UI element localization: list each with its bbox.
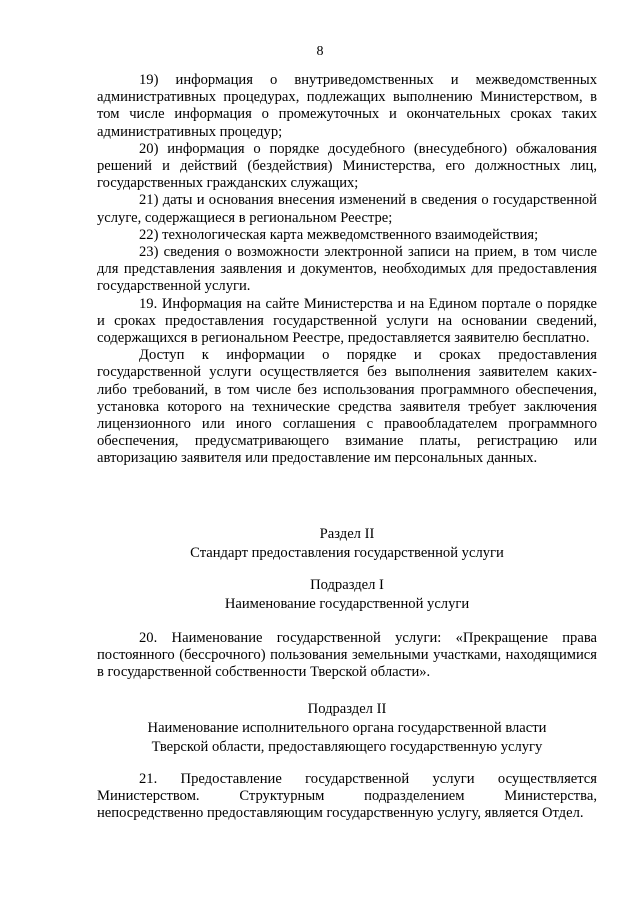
list-item-22: 22) технологическая карта межведомственного взаимодействия; <box>139 226 539 243</box>
list-item-19: 19) информация о внутриведомственных и межведомственных административных процедурах, подлежащих выполнению Министерством, в том числе информация о промежуточных и окончательных сроках таких административных процедур; <box>97 72 597 140</box>
list-item-23: 23) сведения о возможности электронной записи на прием, в том числе для представления заявления и документов, необходимых для предоставления государственной услуги. <box>97 244 597 295</box>
page-number: 8 <box>316 44 324 59</box>
subsection-1-label: Подраздел I <box>310 577 384 593</box>
subsection-1-heading <box>97 576 597 614</box>
list-item-21: 21) даты и основания внесения изменений в сведения о государственной услуге, содержащиеся в региональном Реестре; <box>97 192 597 226</box>
subsection-2-label: Подраздел II <box>307 701 387 717</box>
paragraph-19: 19. Информация на сайте Министерства и на Едином портале о порядке и сроках предоставления государственной услуги на основании сведений, содержащихся в региональном Реестре, предоставляется заявителю бесплатно. <box>97 295 597 347</box>
section-2-heading <box>97 525 597 563</box>
list-item-20: 20) информация о порядке досудебного (внесудебного) обжалования решений и действий (бездействия) Министерства, его должностных лиц, государственных гражданских служащих; <box>97 140 597 192</box>
paragraph-20-block <box>97 630 597 682</box>
section-2-title: Стандарт предоставления государственной услуги <box>190 545 504 561</box>
paragraph-20: 20. Наименование государственной услуги: «Прекращение права постоянного (бессрочного) пользования земельными участками, находящимися в государственной собственности Тверской области». <box>97 630 597 681</box>
paragraph-access: Доступ к информации о порядке и сроках предоставления государственной услуги осуществляется без выполнения заявителем каких-либо требований, в том числе без использования программного обеспечения, установка которого на технические средства заявителя требует заключения лицензионного или иного соглашения с правообладателем программного обеспечения, предусматривающего взимание платы, регистрацию или авторизацию заявителя или предоставление им персональных данных. <box>97 347 597 467</box>
subsection-2-title-line1: Наименование исполнительного органа государственной власти <box>147 720 547 736</box>
subsection-2-title-line2: Тверской области, предоставляющего государственную услугу <box>151 739 543 755</box>
subsection-2-heading <box>97 700 597 757</box>
info-list-block <box>97 72 597 468</box>
paragraph-21: 21. Предоставление государственной услуги осуществляется Министерством. Структурным подразделением Министерства, непосредственно предоставляющим государственную услугу, является Отдел. <box>97 771 597 822</box>
subsection-1-title: Наименование государственной услуги <box>224 596 470 612</box>
paragraph-21-block <box>97 771 597 823</box>
section-2-label: Раздел II <box>319 526 375 542</box>
